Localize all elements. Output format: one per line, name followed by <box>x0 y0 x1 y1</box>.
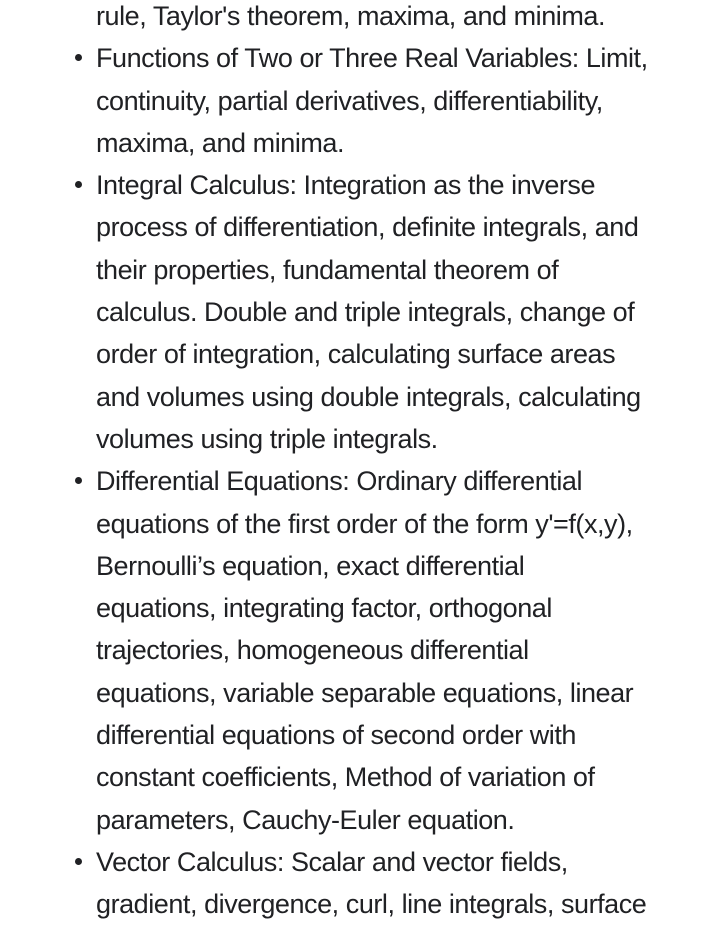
text-line: trajectories, homogeneous differential <box>96 635 529 666</box>
text-line: maxima, and minima. <box>96 127 345 158</box>
text-line: their properties, fundamental theorem of <box>96 254 559 285</box>
list-item <box>96 37 720 164</box>
text-line: volumes using triple integrals. <box>96 423 438 454</box>
text-line: Integral Calculus: Integration as the inverse <box>96 170 596 201</box>
text-line: constant coefficients, Method of variation of <box>96 762 595 793</box>
list-item <box>96 841 720 926</box>
text-line: Vector Calculus: Scalar and vector fields, <box>96 846 568 877</box>
text-line: calculus. Double and triple integrals, change of <box>96 297 635 328</box>
text-line: rule, Taylor's theorem, maxima, and minima. <box>96 1 605 31</box>
syllabus-list <box>96 37 720 925</box>
text-line: equations, integrating factor, orthogonal <box>96 593 552 624</box>
continuation-paragraph <box>96 0 720 37</box>
bullet-icon <box>75 54 82 61</box>
bullet-icon <box>75 181 82 188</box>
text-line: equations of the first order of the form y'=f(x,y), <box>96 508 633 539</box>
list-item <box>96 164 720 460</box>
text-line: parameters, Cauchy-Euler equation. <box>96 804 515 835</box>
text-line: and volumes using double integrals, calculating <box>96 381 641 412</box>
document-page <box>96 0 720 926</box>
bullet-icon <box>75 858 82 865</box>
list-item <box>96 460 720 841</box>
text-line: Differential Equations: Ordinary differential <box>96 466 583 497</box>
list-item-text <box>96 841 720 926</box>
text-line: gradient, divergence, curl, line integrals, surface <box>96 889 647 920</box>
text-line: Bernoulli’s equation, exact differential <box>96 550 525 581</box>
list-item-text <box>96 460 720 841</box>
text-line: differential equations of second order with <box>96 720 576 751</box>
text-line: Functions of Two or Three Real Variables: Limit, <box>96 43 648 74</box>
list-item-text <box>96 37 720 164</box>
text-line: process of differentiation, definite integrals, and <box>96 212 639 243</box>
bullet-icon <box>75 477 82 484</box>
text-line: order of integration, calculating surface areas <box>96 339 616 370</box>
text-line: continuity, partial derivatives, differentiability, <box>96 85 603 116</box>
text-line: equations, variable separable equations, linear <box>96 677 634 708</box>
list-item-text <box>96 164 720 460</box>
